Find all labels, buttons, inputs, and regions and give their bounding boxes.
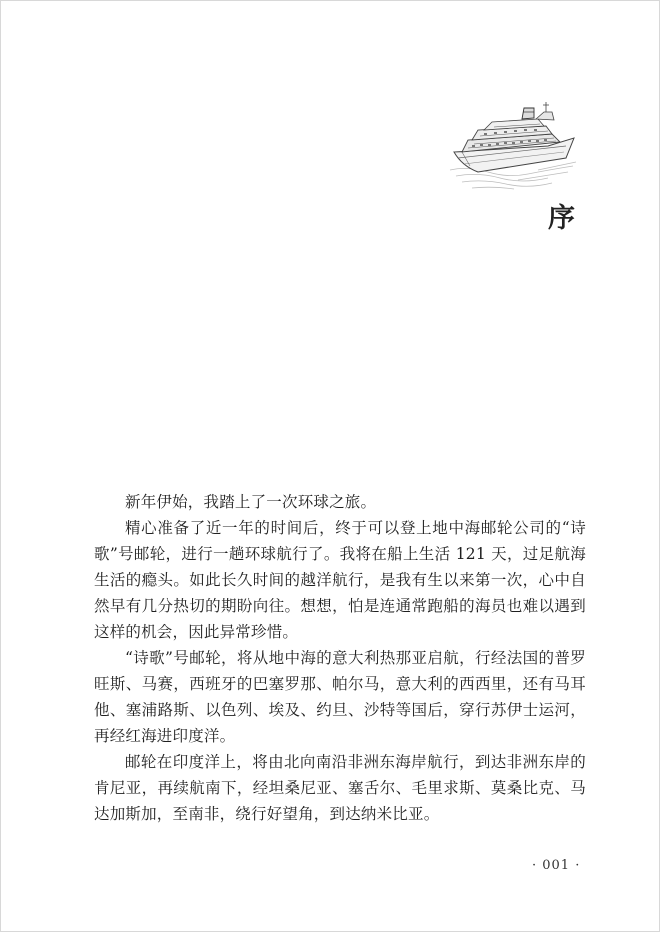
paragraph: 邮轮在印度洋上，将由北向南沿非洲东海岸航行，到达非洲东岸的肯尼亚，再续航南下，经坦桑尼亚、塞舌尔、毛里求斯、莫桑比克、马达加斯加，至南非，绕行好望角，到达纳米比亚。 [94, 753, 586, 823]
body-text [94, 489, 586, 827]
paragraph: “诗歌”号邮轮，将从地中海的意大利热那亚启航，行经法国的普罗旺斯、马赛，西班牙的巴塞罗那、帕尔马，意大利的西西里，还有马耳他、塞浦路斯、以色列、埃及、约旦、沙特等国后，穿行苏伊士运河，再经红海进印度洋。 [94, 649, 586, 745]
paragraph: 精心准备了近一年的时间后，终于可以登上地中海邮轮公司的“诗歌”号邮轮，进行一趟环球航行了。我将在船上生活 121 天，过足航海生活的瘾头。如此长久时间的越洋航行，是我有生以来第一次，心中自然早有几分热切的期盼向往。想想，怕是连通常跑船的海员也难以遇到这样的机会，因此异常珍惜。 [94, 519, 586, 641]
cruise-ship-icon [448, 100, 580, 192]
paragraph: 新年伊始，我踏上了一次环球之旅。 [125, 493, 377, 511]
chapter-title: 序 [548, 203, 576, 234]
page-number: · 001 · [532, 858, 581, 873]
